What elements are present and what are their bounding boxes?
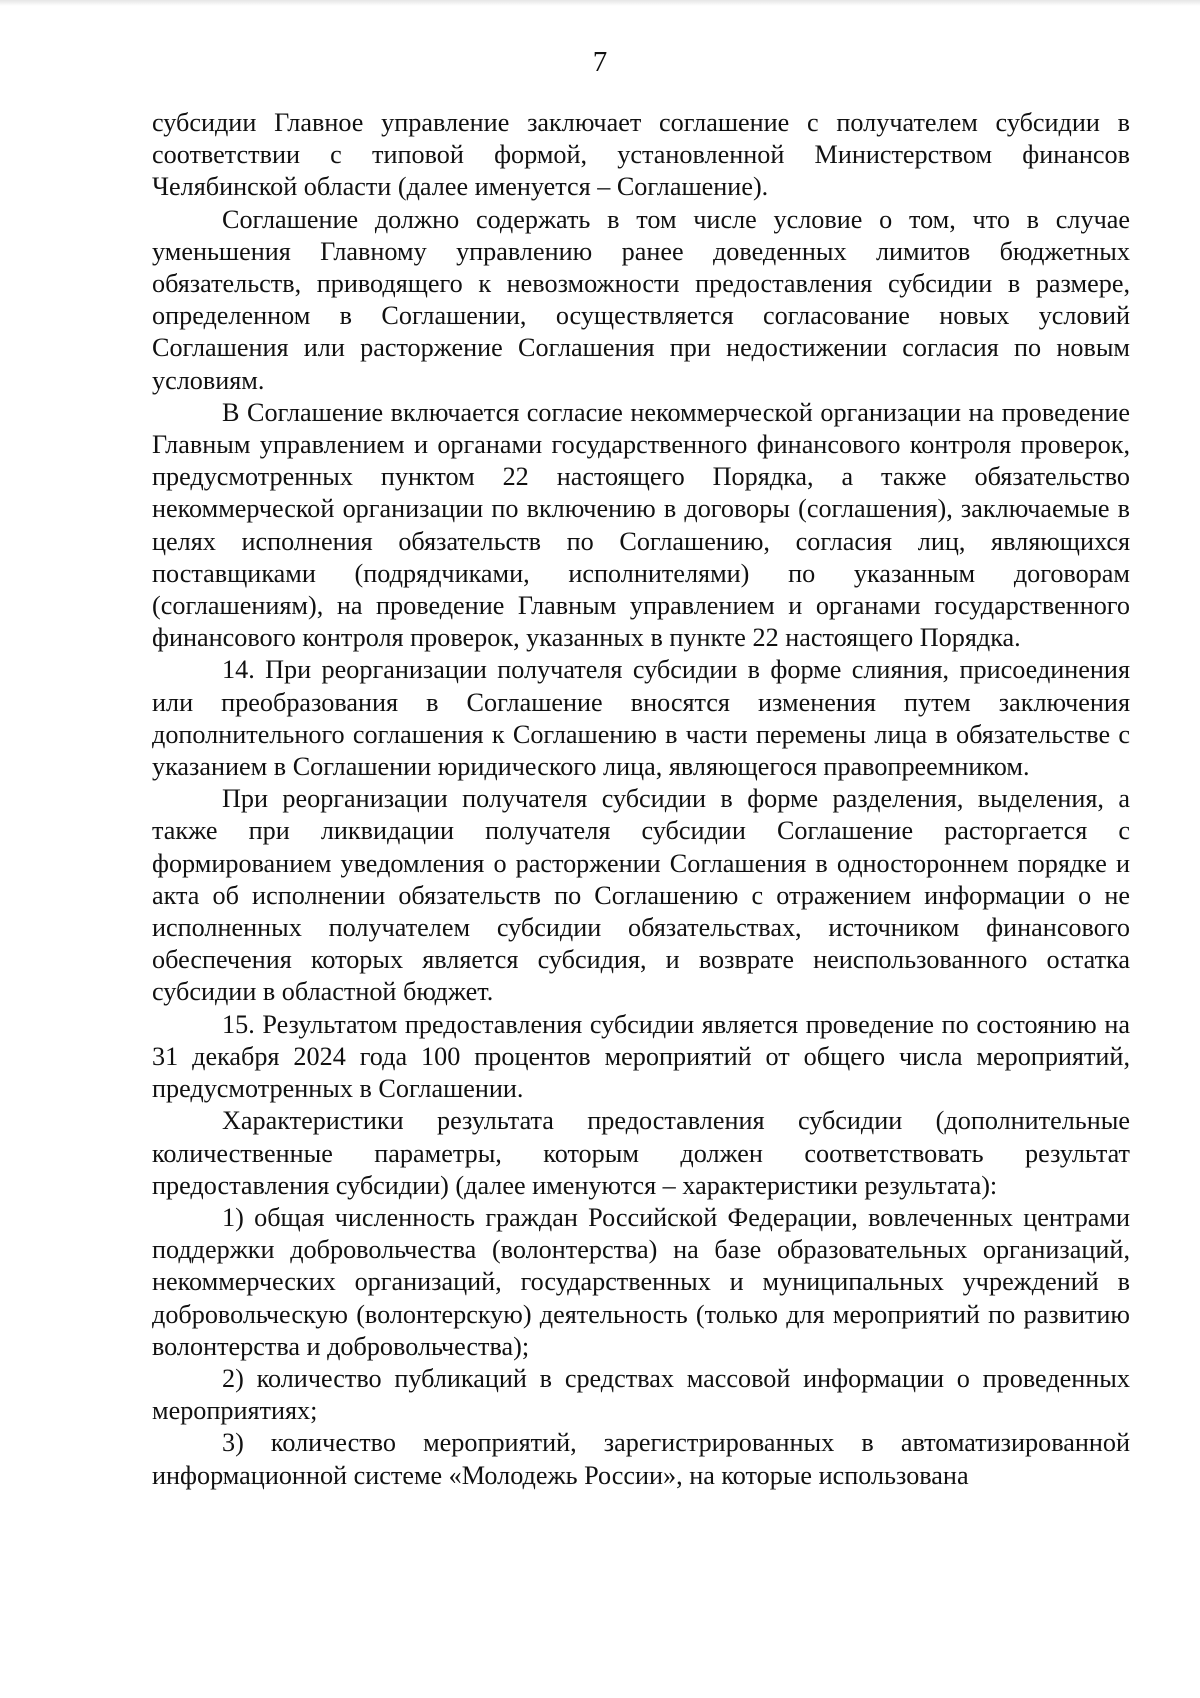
list-item-3: 3) количество мероприятий, зарегистрированных в автоматизированной информационной системе «Молодежь России», на которые использована xyxy=(152,1428,1130,1490)
paragraph-reorganization: При реорганизации получателя субсидии в форме разделения, выделения, а также при ликвидации получателя субсидии Соглашение расторгается с формированием уведомления о расторжении Соглашения в одностороннем порядке и акта об исполнении обязательств по Соглашению с отражением информации о не исполненных получателем субсидии обязательствах, источником финансового обеспечения которых является субсидия, и возврате неиспользованного остатка субсидии в областной бюджет. xyxy=(152,784,1130,1007)
paragraph-item-14: 14. При реорганизации получателя субсидии в форме слияния, присоединения или преобразования в Соглашение вносятся изменения путем заключения дополнительного соглашения к Соглашению в части перемены лица в обязательстве с указанием в Соглашении юридического лица, являющегося правопреемником. xyxy=(152,655,1130,782)
paragraph-agreement-consent: В Соглашение включается согласие некоммерческой организации на проведение Главным управлением и органами государственного финансового контроля проверок, предусмотренных пунктом 22 настоящего Порядка, а также обязательство некоммерческой организации по включению в договоры (соглашения), заключаемые в целях исполнения обязательств по Соглашению, согласия лиц, являющихся поставщиками (подрядчиками, исполнителями) по указанным договорам (соглашениям), на проведение Главным управлением и органами государственного финансового контроля проверок, указанных в пункте 22 настоящего Порядка. xyxy=(152,397,1130,653)
list-item-2: 2) количество публикаций в средствах массовой информации о проведенных мероприятиях; xyxy=(152,1363,1130,1426)
scan-edge xyxy=(0,0,1200,6)
page-number: 7 xyxy=(592,46,608,78)
paragraph-continuation: субсидии Главное управление заключает соглашение с получателем субсидии в соответствии с типовой формой, установленной Министерством финансов Челябинской области (далее именуется – Соглашение). xyxy=(152,108,1130,202)
paragraph-agreement-condition: Соглашение должно содержать в том числе условие о том, что в случае уменьшения Главному управлению ранее доведенных лимитов бюджетных обязательств, приводящего к невозможности предоставления субсидии в размере, определенном в Соглашении, осуществляется согласование новых условий Соглашения или расторжение Соглашения при недостижении согласия по новым условиям. xyxy=(152,204,1130,395)
paragraph-item-15: 15. Результатом предоставления субсидии является проведение по состоянию на 31 декабря 2024 года 100 процентов мероприятий от общего числа мероприятий, предусмотренных в Соглашении. xyxy=(152,1009,1130,1104)
paragraph-result-characteristics: Характеристики результата предоставления субсидии (дополнительные количественные параметры, которым должен соответствовать результат предоставления субсидии) (далее именуются – характеристики результата): xyxy=(152,1106,1130,1200)
document-body xyxy=(152,107,1130,1492)
list-item-1: 1) общая численность граждан Российской Федерации, вовлеченных центрами поддержки добровольчества (волонтерства) на базе образовательных организаций, некоммерческих организаций, государственных и муниципальных учреждений в добровольческую (волонтерскую) деятельность (только для мероприятий по развитию волонтерства и добровольчества); xyxy=(152,1202,1130,1361)
